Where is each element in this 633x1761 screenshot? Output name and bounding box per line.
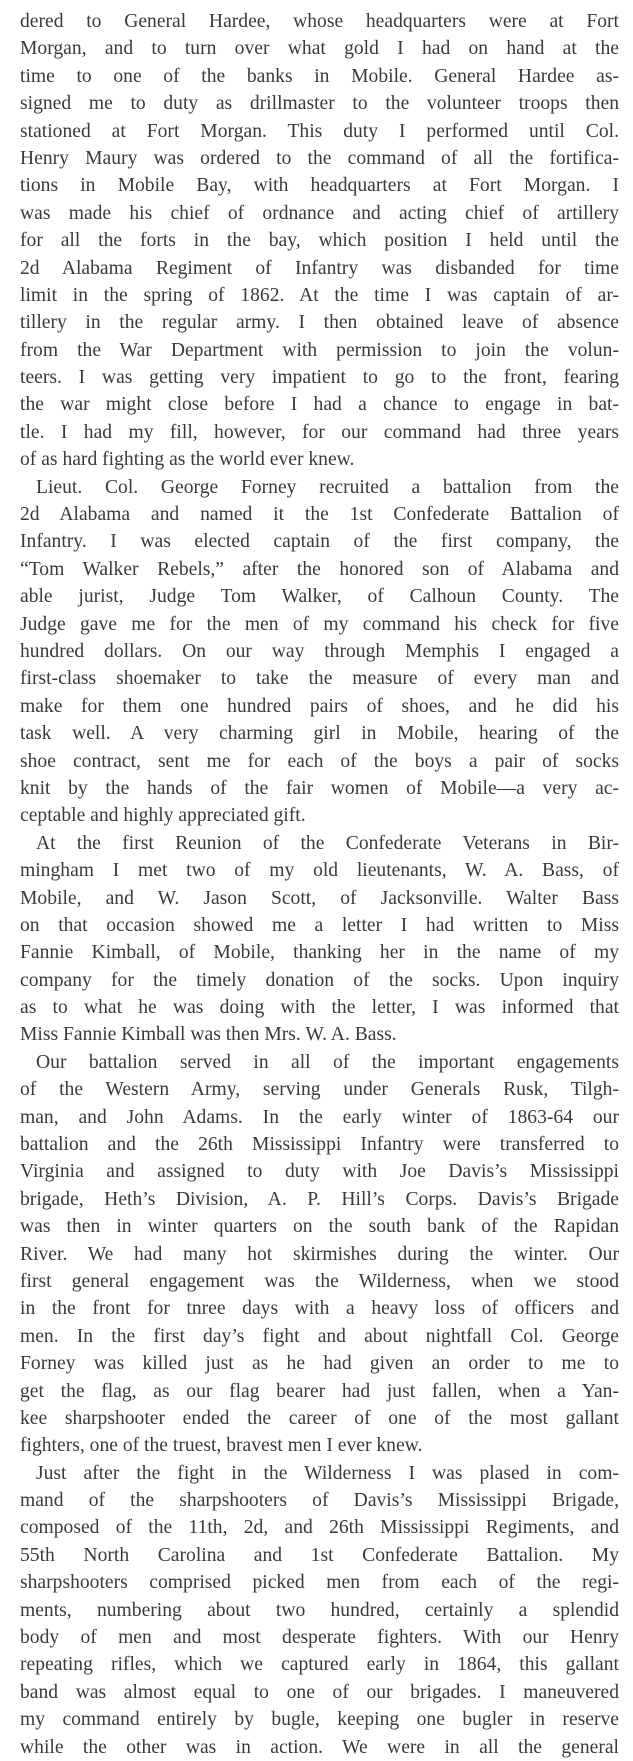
- text-line: get the flag, as our flag bearer had just fallen, when a Yan-: [20, 1380, 619, 1402]
- text-line: kee sharpshooter ended the career of one of the most gallant: [20, 1407, 619, 1429]
- text-line: repeating rifles, which we captured early in 1864, this gallant: [20, 1654, 619, 1676]
- text-line: for all the forts in the bay, which position I held until the: [20, 230, 619, 252]
- text-line: sharpshooters comprised picked men from each of the regi-: [20, 1572, 619, 1594]
- text-line: hundred dollars. On our way through Memphis I engaged a: [20, 640, 619, 662]
- text-line: the war might close before I had a chance to engage in bat-: [20, 394, 619, 416]
- text-line: shoe contract, sent me for each of the boys a pair of socks: [20, 750, 619, 772]
- paragraph-3: [20, 830, 619, 1049]
- text-line: tillery in the regular army. I then obtained leave of absence: [20, 312, 619, 334]
- text-line: Forney was killed just as he had given an order to me to: [20, 1353, 619, 1375]
- text-line: Morgan, and to turn over what gold I had on hand at the: [20, 38, 619, 60]
- text-line: was then in winter quarters on the south bank of the Rapidan: [20, 1216, 619, 1238]
- text-line: in the front for tnree days with a heavy loss of officers and: [20, 1298, 619, 1320]
- text-line: men. In the first day’s fight and about nightfall Col. George: [20, 1325, 619, 1347]
- text-line: on that occasion showed me a letter I had written to Miss: [20, 914, 619, 936]
- text-line: Virginia and assigned to duty with Joe Davis’s Mississippi: [20, 1161, 619, 1183]
- text-line: fighters, one of the truest, bravest men I ever knew.: [20, 1435, 423, 1457]
- text-line: from the War Department with permission to join the volun-: [20, 339, 619, 361]
- text-line: composed of the 11th, 2d, and 26th Mississippi Regiments, and: [20, 1517, 619, 1539]
- text-line: Infantry. I was elected captain of the first company, the: [20, 531, 619, 553]
- text-line: Judge gave me for the men of my command his check for five: [20, 613, 619, 635]
- paragraph-1: [20, 8, 619, 474]
- text-line: ments, numbering about two hundred, certainly a splendid: [20, 1599, 619, 1621]
- text-line: of as hard fighting as the world ever knew.: [20, 449, 355, 471]
- text-line: ceptable and highly appreciated gift.: [20, 805, 306, 827]
- text-line: Henry Maury was ordered to the command of all the fortifica-: [20, 147, 619, 169]
- text-line: battalion and the 26th Mississippi Infantry were transferred to: [20, 1134, 619, 1156]
- text-line: make for them one hundred pairs of shoes, and he did his: [20, 695, 619, 717]
- text-line: my command entirely by bugle, keeping one bugler in reserve: [20, 1709, 619, 1731]
- text-line: tions in Mobile Bay, with headquarters at Fort Morgan. I: [20, 175, 619, 197]
- text-line: first general engagement was the Wilderness, when we stood: [20, 1270, 619, 1292]
- text-line: Our battalion served in all of the important engagements: [36, 1051, 619, 1073]
- text-line: as to what he was doing with the letter, I was informed that: [20, 997, 619, 1019]
- text-line: teers. I was getting very impatient to go to the front, fearing: [20, 367, 619, 389]
- text-line: first-class shoemaker to take the measure of every man and: [20, 668, 619, 690]
- text-line: 2d Alabama and named it the 1st Confederate Battalion of: [20, 504, 619, 526]
- text-line: River. We had many hot skirmishes during the winter. Our: [20, 1243, 619, 1265]
- text-line: Fannie Kimball, of Mobile, thanking her in the name of my: [20, 942, 619, 964]
- text-line: while the other was in action. We were in all the general: [20, 1736, 619, 1758]
- paragraph-5: [20, 1460, 619, 1761]
- text-line: At the first Reunion of the Confederate Veterans in Bir-: [36, 832, 619, 854]
- text-line: time to one of the banks in Mobile. General Hardee as-: [20, 65, 619, 87]
- text-line: signed me to duty as drillmaster to the volunteer troops then: [20, 93, 619, 115]
- text-line: able jurist, Judge Tom Walker, of Calhoun County. The: [20, 586, 619, 608]
- text-line: band was almost equal to one of our brigades. I maneuvered: [20, 1681, 619, 1703]
- text-line: stationed at Fort Morgan. This duty I performed until Col.: [20, 120, 619, 142]
- text-line: tle. I had my fill, however, for our command had three years: [20, 421, 619, 443]
- text-line: company for the timely donation of the socks. Upon inquiry: [20, 969, 619, 991]
- text-line: limit in the spring of 1862. At the time I was captain of ar-: [20, 284, 619, 306]
- text-line: was made his chief of ordnance and acting chief of artillery: [20, 202, 619, 224]
- text-line: 55th North Carolina and 1st Confederate Battalion. My: [20, 1544, 619, 1566]
- text-line: task well. A very charming girl in Mobile, hearing of the: [20, 723, 619, 745]
- paragraph-2: [20, 474, 619, 830]
- text-line: mingham I met two of my old lieutenants, W. A. Bass, of: [20, 860, 619, 882]
- text-line: Mobile, and W. Jason Scott, of Jacksonville. Walter Bass: [20, 887, 619, 909]
- text-body: [20, 8, 619, 1761]
- text-line: of the Western Army, serving under Generals Rusk, Tilgh-: [20, 1079, 619, 1101]
- text-line: Lieut. Col. George Forney recruited a battalion from the: [36, 476, 619, 498]
- text-line: 2d Alabama Regiment of Infantry was disbanded for time: [20, 257, 619, 279]
- paragraph-4: [20, 1049, 619, 1460]
- text-line: brigade, Heth’s Division, A. P. Hill’s Corps. Davis’s Brigade: [20, 1188, 619, 1210]
- text-line: man, and John Adams. In the early winter of 1863-64 our: [20, 1106, 619, 1128]
- text-line: Miss Fannie Kimball was then Mrs. W. A. Bass.: [20, 1024, 397, 1046]
- text-line: mand of the sharpshooters of Davis’s Mississippi Brigade,: [20, 1490, 619, 1512]
- text-line: dered to General Hardee, whose headquarters were at Fort: [20, 11, 619, 32]
- text-line: knit by the hands of the fair women of Mobile—a very ac-: [20, 777, 619, 799]
- text-line: body of men and most desperate fighters. With our Henry: [20, 1627, 619, 1649]
- text-line: “Tom Walker Rebels,” after the honored son of Alabama and: [20, 558, 619, 580]
- text-line: Just after the fight in the Wilderness I was plased in com-: [36, 1462, 619, 1484]
